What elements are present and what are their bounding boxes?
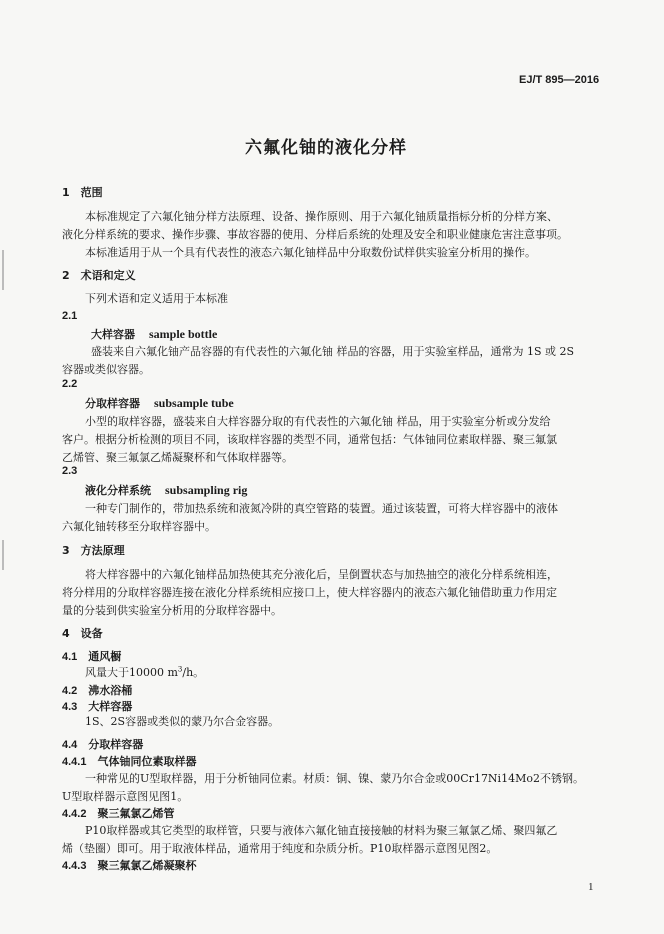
s1-paragraph-2: 本标准适用于从一个具有代表性的液态六氟化铀样品中分取数份试样供实验室分析用的操作。 — [85, 246, 536, 259]
scan-margin-mark — [2, 540, 4, 570]
document-title: 六氟化铀的液化分样 — [245, 138, 407, 158]
section-4-heading: 4 设备 — [62, 627, 103, 640]
s3-line-2: 将分样用的分取样容器连接在液化分样系统相应接口上，使大样容器内的液态六氟化铀借助重力作用定 — [62, 586, 557, 599]
term-2-2-def-line-1: 小型的取样容器，盛装来自大样容器分取的有代表性的六氟化铀 样品，用于实验室分析或分发给 — [85, 415, 551, 428]
scan-margin-mark — [2, 250, 4, 290]
item-4-4: 4.4 分取样容器 — [62, 738, 144, 751]
section-3-heading: 3 方法原理 — [62, 544, 125, 557]
item-4-3-text: 1S、2S容器或类似的蒙乃尔合金容器。 — [85, 715, 280, 728]
item-4-4-2-line-1: P10取样器或其它类型的取样管，只要与液体六氟化铀直接接触的材料为聚三氟氯乙烯、聚四氟乙 — [85, 824, 558, 837]
term-2-1-def-line-2: 容器或类似容器。 — [62, 363, 150, 376]
term-2-2-def-line-3: 乙烯管、聚三氟氯乙烯凝聚杯和气体取样器等。 — [62, 451, 293, 464]
term-2-3-number: 2.3 — [62, 465, 78, 477]
term-2-2-def-line-2: 客户。根据分析检测的项目不同，该取样容器的类型不同，通常包括：气体铀同位素取样器、聚三氟氯 — [62, 433, 557, 446]
term-2-1-def-line-1: 盛装来自六氟化铀产品容器的有代表性的六氟化铀 样品的容器，用于实验室样品，通常为 1S 或 2S — [91, 345, 575, 358]
item-4-1: 4.1 通风橱 — [62, 650, 122, 663]
term-2-3-def-line-2: 六氟化铀转移至分取样容器中。 — [62, 520, 216, 533]
item-4-2: 4.2 沸水浴桶 — [62, 684, 133, 697]
item-4-4-1-line-2: U型取样器示意图见图1。 — [62, 790, 189, 803]
term-2-2-number: 2.2 — [62, 378, 78, 390]
item-4-4-1: 4.4.1 气体铀同位素取样器 — [62, 755, 197, 768]
term-2-1-title: 大样容器 sample bottle — [91, 327, 218, 341]
item-4-1-text: 风量大于10000 $m^3/h$。 — [85, 665, 205, 679]
item-4-4-2-line-2: 烯（垫圈）即可。用于取液体样品，通常用于纯度和杂质分析。P10取样器示意图见图2。 — [62, 842, 498, 855]
page-number: 1 — [588, 881, 594, 893]
section-1-heading: 1 范围 — [62, 186, 103, 199]
item-4-4-2: 4.4.2 聚三氟氯乙烯管 — [62, 807, 175, 820]
s1-paragraph-1-line-2: 液化分样系统的要求、操作步骤、事故容器的使用、分样后系统的处理及安全和职业健康危害注意事项。 — [62, 228, 568, 241]
term-2-3-def-line-1: 一种专门制作的，带加热系统和液氮冷阱的真空管路的装置。通过该装置，可将大样容器中的液体 — [85, 502, 558, 515]
section-2-heading: 2 术语和定义 — [62, 269, 136, 282]
term-2-2-title: 分取样容器 subsample tube — [85, 396, 234, 410]
s2-intro: 下列术语和定义适用于本标准 — [85, 292, 228, 305]
item-4-4-1-line-1: 一种常见的U型取样器，用于分析铀同位素。材质：铜、镍、蒙乃尔合金或00Cr17Ni14Mo2不锈钢。 — [85, 772, 584, 785]
item-4-3: 4.3 大样容器 — [62, 700, 133, 713]
s1-paragraph-1-line-1: 本标准规定了六氟化铀分样方法原理、设备、操作原则、用于六氟化铀质量指标分析的分样方案、 — [85, 210, 558, 223]
term-2-3-title: 液化分样系统 subsampling rig — [85, 483, 248, 497]
standard-code: EJ/T 895—2016 — [519, 74, 600, 86]
term-2-1-number: 2.1 — [62, 310, 78, 322]
s3-line-3: 量的分装到供实验室分析用的分取样容器中。 — [62, 604, 282, 617]
s3-line-1: 将大样容器中的六氟化铀样品加热使其充分液化后，呈倒置状态与加热抽空的液化分样系统相连， — [85, 568, 558, 581]
item-4-4-3: 4.4.3 聚三氟氯乙烯凝聚杯 — [62, 859, 197, 872]
